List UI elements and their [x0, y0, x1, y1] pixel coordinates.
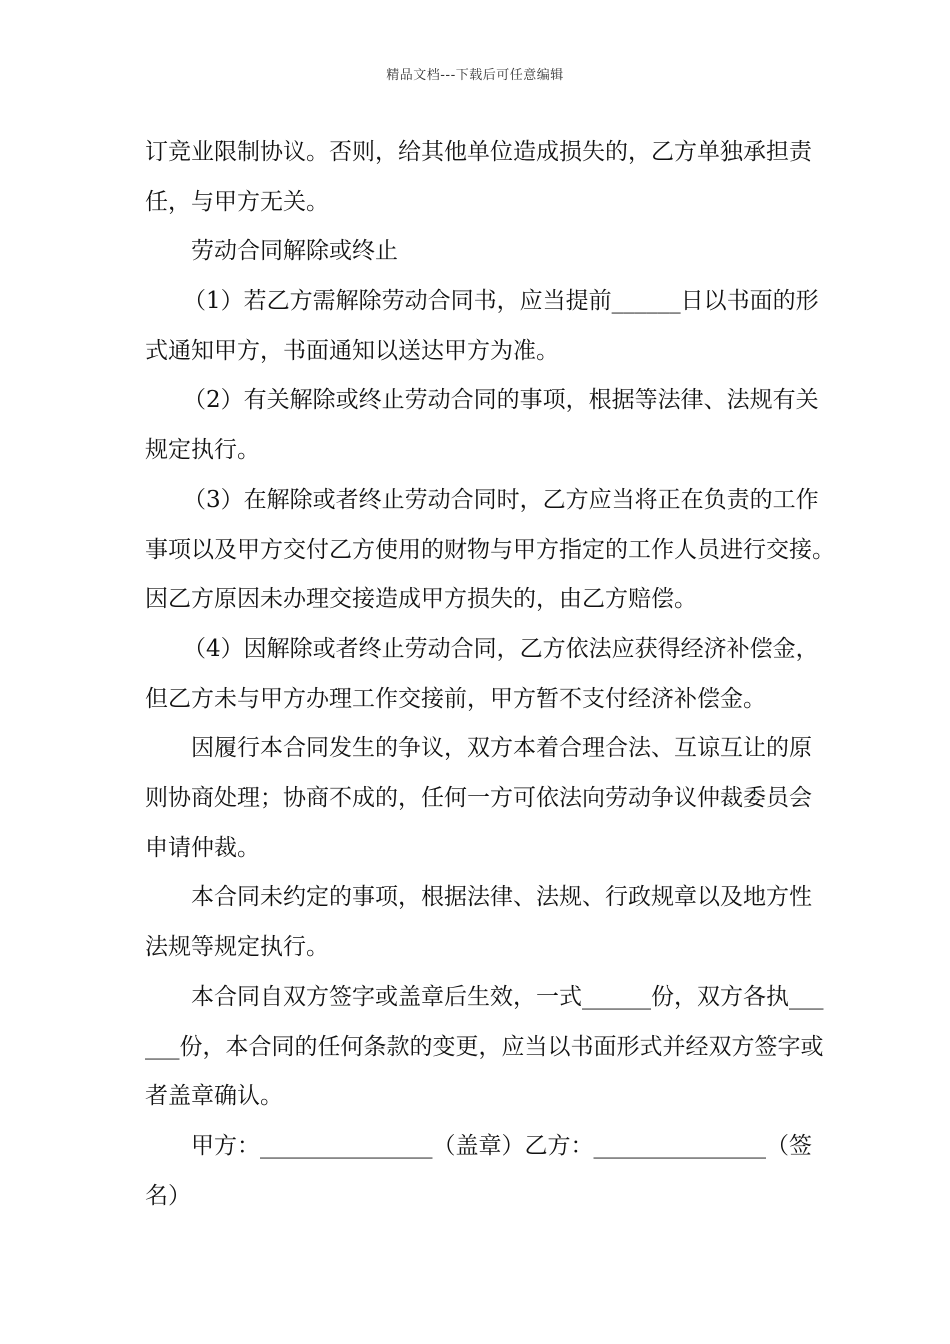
text-line: 因乙方原因未办理交接造成甲方损失的，由乙方赔偿。: [145, 586, 697, 612]
text-line: 事项以及甲方交付乙方使用的财物与甲方指定的工作人员进行交接。: [145, 537, 835, 563]
text-line: （1）若乙方需解除劳动合同书，应当提前______日以书面的形: [183, 288, 819, 314]
text-line: 但乙方未与甲方办理工作交接前，甲方暂不支付经济补偿金。: [145, 686, 766, 712]
text-line: 则协商处理；协商不成的，任何一方可依法向劳动争议仲裁委员会: [145, 785, 812, 811]
page-header: 精品文档---下载后可任意编辑: [386, 68, 564, 83]
text-line: 本合同自双方签字或盖章后生效，一式______份，双方各执___: [191, 984, 824, 1010]
signature-line: 甲方：_______________（盖章）乙方：_______________（签: [191, 1133, 812, 1159]
text-line: 者盖章确认。: [145, 1083, 283, 1109]
text-line: 规定执行。: [145, 437, 260, 463]
text-line: 名）: [145, 1183, 191, 1209]
text-line: 任，与甲方无关。: [145, 189, 329, 215]
text-line: 订竞业限制协议。否则，给其他单位造成损失的，乙方单独承担责: [145, 139, 812, 165]
text-line: 式通知甲方，书面通知以送达甲方为准。: [145, 338, 559, 364]
text-line: 本合同未约定的事项，根据法律、法规、行政规章以及地方性: [191, 884, 812, 910]
section-heading: 劳动合同解除或终止: [191, 238, 398, 264]
text-line: （2）有关解除或终止劳动合同的事项，根据等法律、法规有关: [183, 387, 819, 413]
text-line: 因履行本合同发生的争议，双方本着合理合法、互谅互让的原: [191, 735, 812, 761]
text-line: ___份，本合同的任何条款的变更，应当以书面形式并经双方签字或: [145, 1034, 824, 1060]
text-line: 申请仲裁。: [145, 835, 260, 861]
text-line: （3）在解除或者终止劳动合同时，乙方应当将正在负责的工作: [183, 487, 819, 513]
text-line: 法规等规定执行。: [145, 934, 329, 960]
text-line: （4）因解除或者终止劳动合同，乙方依法应获得经济补偿金，: [183, 636, 819, 662]
